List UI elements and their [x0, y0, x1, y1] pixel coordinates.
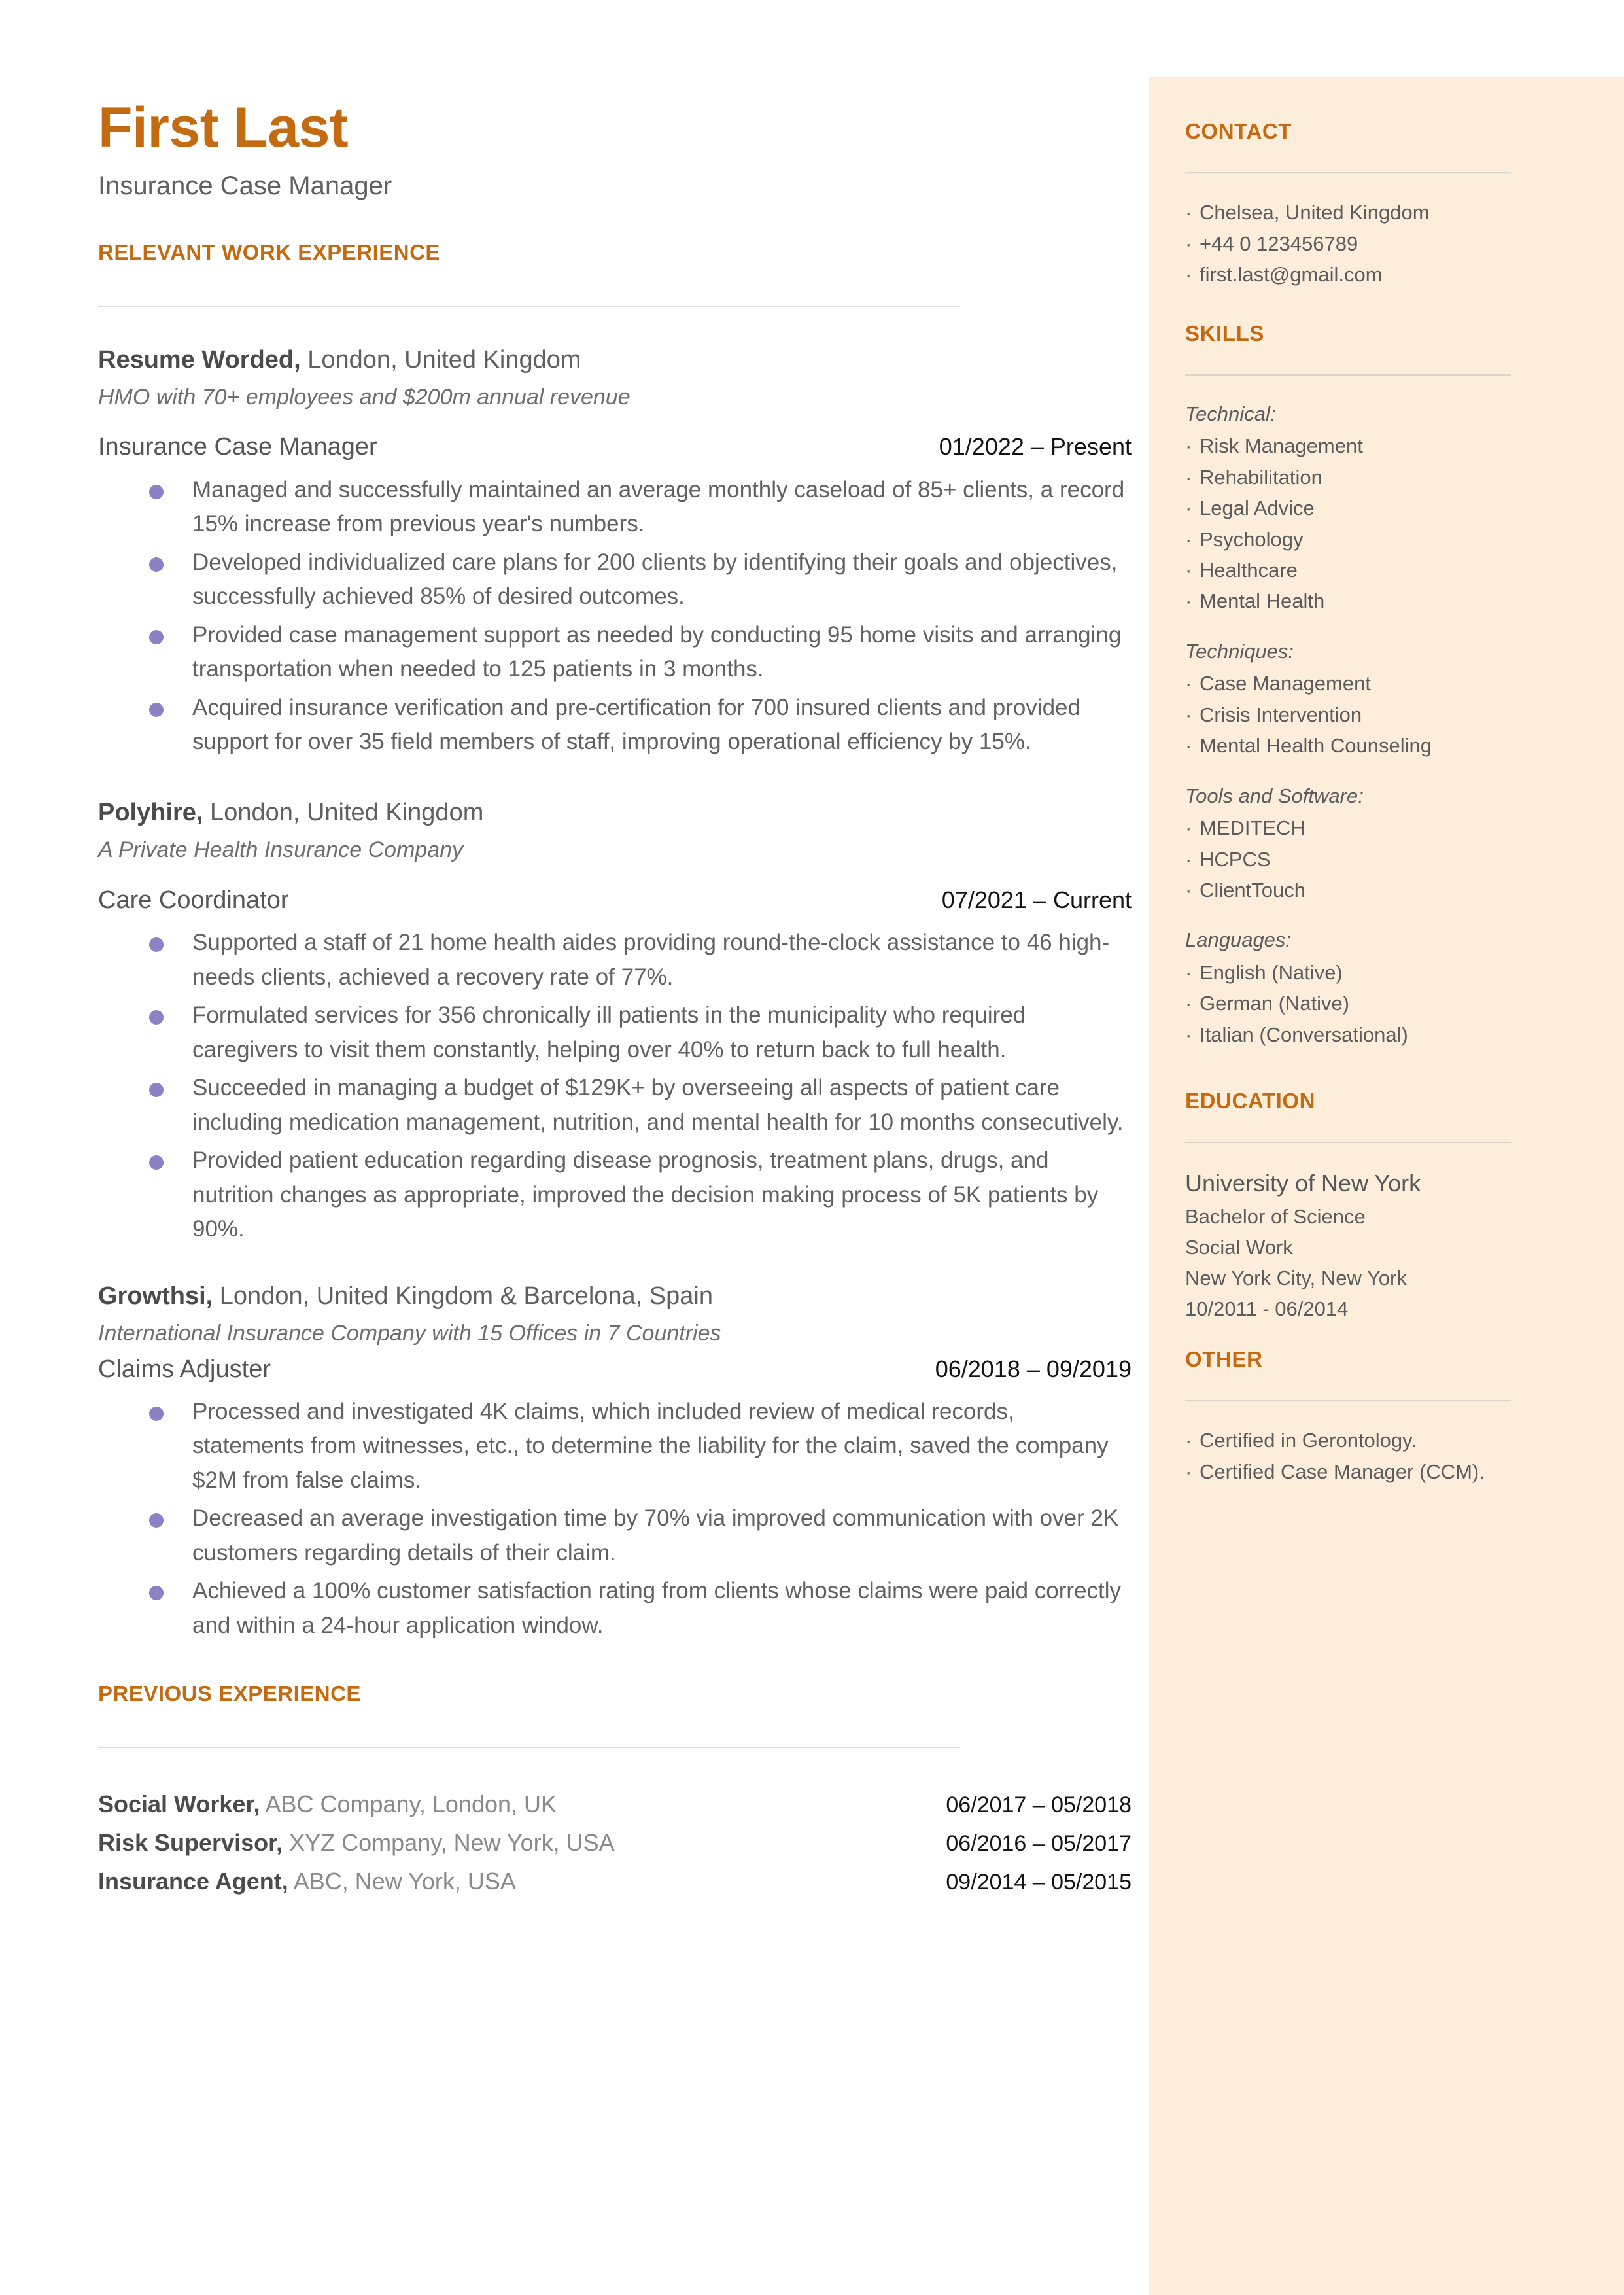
skill-group-label: Tools and Software:	[1185, 784, 1364, 807]
bullet-dot-icon: ·	[1185, 263, 1192, 287]
education-divider	[1185, 1142, 1511, 1143]
job-entry	[98, 796, 1132, 1247]
previous-role-line	[98, 1789, 557, 1821]
job-bullet	[98, 546, 1132, 614]
skill-item	[1185, 844, 1546, 875]
education-school: University of New York	[1185, 1170, 1421, 1197]
skill-group-languages	[1185, 925, 1546, 1050]
skill-item	[1185, 493, 1546, 523]
job-company-description: A Private Health Insurance Company	[98, 837, 464, 863]
bullet-dot-icon: ·	[1185, 527, 1192, 551]
job-role-title: Insurance Case Manager	[98, 433, 377, 461]
bullet-dot-icon: ·	[1185, 703, 1192, 726]
previous-role-detail: XYZ Company, New York, USA	[283, 1829, 615, 1856]
job-bullet-text: Provided case management support as needed by conducting 95 home visits and arranging transportation when needed to 125 patients in 3 months.	[192, 622, 1122, 682]
other-list	[1185, 1425, 1546, 1487]
skill-item	[1185, 668, 1546, 699]
job-dates: 07/2021 – Current	[941, 886, 1132, 913]
bullet-dot-icon: ·	[1185, 232, 1192, 255]
skill-label: ClientTouch	[1200, 879, 1305, 902]
job-company-location: London, United Kingdom	[300, 345, 581, 374]
skills-list	[1185, 399, 1546, 1050]
sidebar-heading-education: EDUCATION	[1185, 1089, 1316, 1113]
job-role-row	[98, 885, 1132, 917]
education-degree: Bachelor of Science	[1185, 1204, 1366, 1228]
skill-item	[1185, 586, 1546, 616]
skill-group-tools	[1185, 781, 1546, 906]
job-bullet-text: Supported a staff of 21 home health aides providing round-the-clock assistance to 46 high-needs clients, achieved a recovery rate of 77%.	[192, 930, 1110, 990]
bullet-dot-icon: ·	[1185, 879, 1192, 902]
sidebar	[1149, 77, 1624, 2295]
job-company-description: HMO with 70+ employees and $200m annual revenue	[98, 384, 631, 410]
job-company-location: London, United Kingdom	[203, 798, 484, 826]
skill-label: Rehabilitation	[1200, 465, 1322, 489]
job-bullet	[98, 1501, 1132, 1570]
bullet-dot-icon: ·	[1185, 847, 1192, 871]
bullet-dot-icon: ·	[1185, 1429, 1192, 1452]
bullet-point-icon	[149, 1010, 164, 1025]
job-bullet-text: Succeeded in managing a budget of $129K+ by overseeing all aspects of patient care including medication management, nutrition, and mental health for 10 months consecutively.	[192, 1075, 1124, 1135]
bullet-point-icon	[149, 703, 164, 717]
sidebar-heading-skills: SKILLS	[1185, 321, 1264, 345]
bullet-dot-icon: ·	[1185, 465, 1192, 489]
bullet-point-icon	[149, 1513, 164, 1528]
candidate-title: Insurance Case Manager	[98, 171, 392, 201]
job-bullet-text: Provided patient education regarding disease prognosis, treatment plans, drugs, and nutrition changes as appropriate, improved the decision making process of 5K patients by 90%.	[192, 1148, 1099, 1242]
previous-role-title: Risk Supervisor,	[98, 1829, 283, 1856]
contact-item	[1185, 228, 1546, 259]
bullet-dot-icon: ·	[1185, 1460, 1192, 1483]
job-company-name: Polyhire,	[98, 798, 203, 826]
previous-role-line	[98, 1866, 516, 1898]
skills-divider	[1185, 374, 1511, 376]
candidate-name: First Last	[98, 96, 349, 159]
bullet-point-icon	[149, 1586, 164, 1600]
skill-label: Mental Health Counseling	[1200, 734, 1432, 758]
job-role-row	[98, 431, 1132, 463]
skill-group-label: Techniques:	[1185, 639, 1294, 663]
skill-label: English (Native)	[1200, 960, 1343, 984]
skill-item	[1185, 1019, 1546, 1050]
job-bullet	[98, 473, 1132, 542]
main-content	[98, 98, 1132, 1904]
skill-label: MEDITECH	[1200, 816, 1305, 840]
job-company-name: Resume Worded,	[98, 345, 301, 374]
previous-experience-row	[98, 1789, 1132, 1821]
contact-email[interactable]: first.last@gmail.com	[1200, 263, 1383, 287]
job-company-description: International Insurance Company with 15 Offices in 7 Countries	[98, 1320, 721, 1346]
other-label: Certified Case Manager (CCM).	[1200, 1460, 1485, 1483]
skill-group-techniques	[1185, 637, 1546, 762]
bullet-dot-icon: ·	[1185, 201, 1192, 224]
previous-experience-row	[98, 1827, 1132, 1859]
job-bullet-text: Achieved a 100% customer satisfaction rating from clients whose claims were paid correctly and within a 24-hour application window.	[192, 1578, 1122, 1638]
job-company-name: Growthsi,	[98, 1282, 213, 1310]
skill-label: Psychology	[1200, 527, 1304, 551]
skill-item	[1185, 462, 1546, 493]
job-company-line	[98, 796, 1132, 830]
skill-item	[1185, 524, 1546, 555]
education-dates: 10/2011 - 06/2014	[1185, 1297, 1349, 1320]
previous-role-title: Insurance Agent,	[98, 1867, 288, 1895]
previous-role-line	[98, 1827, 615, 1859]
contact-phone[interactable]: +44 0 123456789	[1200, 232, 1358, 255]
contact-location: Chelsea, United Kingdom	[1200, 201, 1430, 224]
education-field: Social Work	[1185, 1235, 1293, 1259]
job-bullet	[98, 926, 1132, 994]
skill-group-label: Languages:	[1185, 928, 1292, 952]
skill-label: Risk Management	[1200, 434, 1363, 458]
job-role-title: Care Coordinator	[98, 886, 289, 914]
relevant-work-divider	[98, 306, 959, 307]
bullet-dot-icon: ·	[1185, 434, 1192, 458]
contact-divider	[1185, 172, 1511, 173]
bullet-dot-icon: ·	[1185, 960, 1192, 984]
skill-item	[1185, 730, 1546, 761]
bullet-dot-icon: ·	[1185, 497, 1192, 520]
job-company-location: London, United Kingdom & Barcelona, Spain	[213, 1282, 713, 1310]
skill-item	[1185, 555, 1546, 586]
skill-label: Italian (Conversational)	[1200, 1023, 1408, 1046]
bullet-point-icon	[149, 1155, 164, 1170]
education-entry	[1185, 1166, 1546, 1324]
job-entry	[98, 1280, 1132, 1643]
contact-item	[1185, 259, 1546, 290]
job-role-title: Claims Adjuster	[98, 1355, 271, 1383]
job-bullet	[98, 998, 1132, 1067]
section-heading-relevant-work-experience: RELEVANT WORK EXPERIENCE	[98, 240, 440, 265]
job-dates: 01/2022 – Present	[939, 433, 1132, 461]
bullet-point-icon	[149, 1083, 164, 1097]
job-role-row	[98, 1354, 1132, 1386]
job-bullet	[98, 1395, 1132, 1498]
skill-item	[1185, 875, 1546, 905]
other-item	[1185, 1456, 1546, 1487]
job-bullet-text: Acquired insurance verification and pre-certification for 700 insured clients and provided support for over 35 field members of staff, improving operational efficiency by 15%.	[192, 694, 1080, 755]
section-heading-previous-experience: PREVIOUS EXPERIENCE	[98, 1681, 361, 1706]
contact-item	[1185, 197, 1546, 228]
skill-group-technical	[1185, 399, 1546, 617]
bullet-dot-icon: ·	[1185, 589, 1192, 613]
bullet-dot-icon: ·	[1185, 734, 1192, 758]
skill-label: Legal Advice	[1200, 497, 1315, 520]
previous-experience-list	[98, 1789, 1132, 1898]
skill-item	[1185, 957, 1546, 988]
skill-label: Case Management	[1200, 672, 1371, 695]
other-label: Certified in Gerontology.	[1200, 1429, 1417, 1452]
job-entry	[98, 343, 1132, 760]
job-bullet	[98, 618, 1132, 687]
job-bullet	[98, 1144, 1132, 1247]
other-divider	[1185, 1400, 1511, 1401]
job-bullet-text: Formulated services for 356 chronically ill patients in the municipality who required caregivers to visit them constantly, helping over 40% to return back to full health.	[192, 1002, 1026, 1062]
previous-role-title: Social Worker,	[98, 1790, 260, 1817]
previous-role-dates: 09/2014 – 05/2015	[946, 1869, 1132, 1895]
job-bullet-text: Decreased an average investigation time by 70% via improved communication with over 2K customers regarding details of their claim.	[192, 1505, 1119, 1566]
bullet-dot-icon: ·	[1185, 672, 1192, 695]
bullet-point-icon	[149, 937, 164, 952]
job-company-line	[98, 1280, 1132, 1313]
bullet-dot-icon: ·	[1185, 992, 1192, 1015]
previous-role-detail: ABC, New York, USA	[288, 1867, 516, 1895]
bullet-dot-icon: ·	[1185, 559, 1192, 582]
skill-item	[1185, 699, 1546, 730]
bullet-point-icon	[149, 1407, 164, 1421]
bullet-point-icon	[149, 557, 164, 572]
job-bullets	[98, 473, 1132, 760]
job-bullet-text: Processed and investigated 4K claims, which included review of medical records, statements from witnesses, etc., to determine the liability for the claim, saved the company $2M from false claims.	[192, 1398, 1109, 1493]
bullet-dot-icon: ·	[1185, 1023, 1192, 1046]
skill-label: Crisis Intervention	[1200, 703, 1362, 726]
previous-role-dates: 06/2017 – 05/2018	[946, 1792, 1132, 1817]
bullet-point-icon	[149, 485, 164, 499]
job-bullet	[98, 1071, 1132, 1140]
skill-label: Healthcare	[1200, 559, 1298, 582]
skill-item	[1185, 430, 1546, 461]
bullet-dot-icon: ·	[1185, 816, 1192, 840]
skill-label: Mental Health	[1200, 589, 1325, 613]
job-bullet	[98, 1574, 1132, 1643]
job-bullet-text: Managed and successfully maintained an average monthly caseload of 85+ clients, a record 15% increase from previous year's numbers.	[192, 476, 1125, 537]
previous-experience-row	[98, 1866, 1132, 1898]
skill-group-label: Technical:	[1185, 402, 1276, 425]
previous-experience-divider	[98, 1747, 959, 1748]
other-item	[1185, 1425, 1546, 1456]
job-dates: 06/2018 – 09/2019	[935, 1355, 1132, 1382]
bullet-point-icon	[149, 630, 164, 644]
sidebar-heading-other: OTHER	[1185, 1347, 1263, 1372]
contact-list	[1185, 197, 1546, 290]
education-location: New York City, New York	[1185, 1266, 1407, 1289]
skill-label: German (Native)	[1200, 992, 1350, 1015]
job-bullet	[98, 691, 1132, 760]
sidebar-heading-contact: CONTACT	[1185, 119, 1292, 143]
job-bullets	[98, 1395, 1132, 1643]
job-company-line	[98, 343, 1132, 377]
skill-item	[1185, 813, 1546, 843]
previous-role-detail: ABC Company, London, UK	[260, 1790, 557, 1817]
skill-label: HCPCS	[1200, 847, 1271, 871]
job-bullets	[98, 926, 1132, 1247]
job-bullet-text: Developed individualized care plans for 200 clients by identifying their goals and objectives, successfully achieved 85% of desired outcomes.	[192, 549, 1118, 610]
previous-role-dates: 06/2016 – 05/2017	[946, 1831, 1132, 1856]
skill-item	[1185, 988, 1546, 1019]
